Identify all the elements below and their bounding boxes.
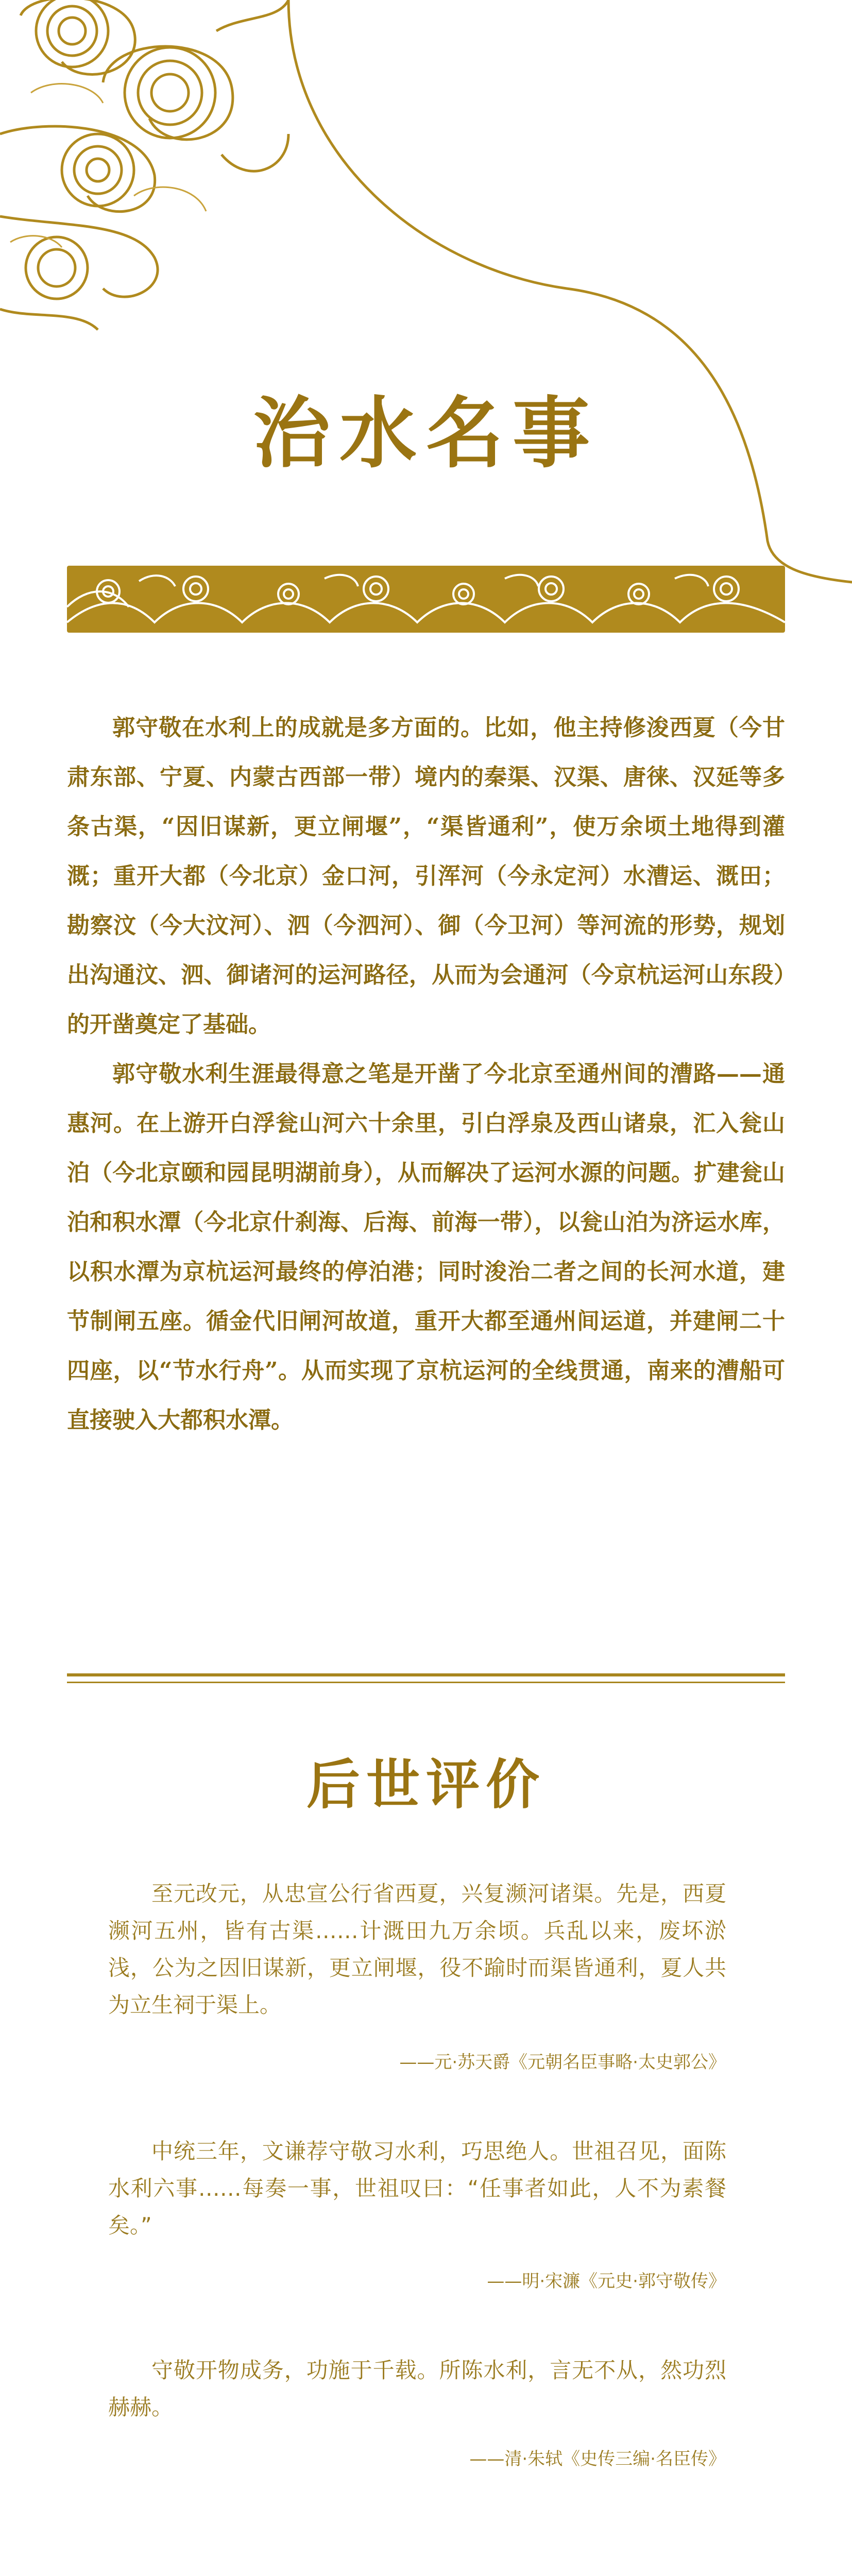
quote-source: ——明·宋濂《元史·郭守敬传》	[487, 2271, 726, 2292]
body-paragraph: 郭守敬水利生涯最得意之笔是开凿了今北京至通州间的漕路——通惠河。在上游开白浮瓮山河六十余里，引白浮泉及西山诸泉，汇入瓮山泊（今北京颐和园昆明湖前身），从而解决了运河水源的问题。扩建瓮山泊和积水潭（今北京什刹海、后海、前海一带），以瓮山泊为济运水库，以积水潭为京杭运河最终的停泊港；同时浚治二者之间的长河水道，建节制闸五座。循金代旧闸河故道，重开大都至通州间运道，并建闸二十四座，以“节水行舟”。从而实现了京杭运河的全线贯通，南来的漕船可直接驶入大都积水潭。	[67, 1061, 785, 1433]
quote-source: ——清·朱轼《史传三编·名臣传》	[469, 2449, 726, 2469]
section-title: 后世评价	[306, 1753, 546, 1816]
quote-text: 中统三年，文谦荐守敬习水利，巧思绝人。世祖召见，面陈水利六事……每奏一事，世祖叹曰：“任事者如此，人不为素餐矣。”	[108, 2139, 726, 2238]
wave-band-top	[67, 566, 785, 633]
quote-text: 至元改元，从忠宣公行省西夏，兴复濒河诸渠。先是，西夏濒河五州，皆有古渠……计溉田九万余顷。兵乱以来，废坏淤浅，公为之因旧谋新，更立闸堰，役不踰时而渠皆通利，夏人共为立生祠于渠上。	[108, 1881, 726, 2018]
page-title: 治水名事	[252, 388, 599, 479]
divider-thick	[67, 1673, 785, 1676]
divider-thin	[67, 1682, 785, 1683]
body-article	[67, 703, 785, 1445]
body-paragraph: 郭守敬在水利上的成就是多方面的。比如，他主持修浚西夏（今甘肃东部、宁夏、内蒙古西部一带）境内的秦渠、汉渠、唐徕、汉延等多条古渠，“因旧谋新，更立闸堰”，“渠皆通利”，使万余顷土地得到灌溉；重开大都（今北京）金口河，引浑河（今永定河）水漕运、溉田；勘察汶（今大汶河）、泗（今泗河）、御（今卫河）等河流的形势，规划出沟通汶、泗、御诸河的运河路径，从而为会通河（今京杭运河山东段）的开凿奠定了基础。	[67, 715, 785, 1038]
cloud-ornament-icon	[0, 0, 852, 618]
quote-3	[108, 2352, 726, 2426]
wave-pattern-icon	[67, 566, 785, 633]
quote-2	[108, 2133, 726, 2244]
quote-text: 守敬开物成务，功施于千载。所陈水利，言无不从，然功烈赫赫。	[108, 2358, 726, 2420]
quote-1	[108, 1875, 726, 2024]
quote-source: ——元·苏天爵《元朝名臣事略·太史郭公》	[399, 2052, 726, 2073]
